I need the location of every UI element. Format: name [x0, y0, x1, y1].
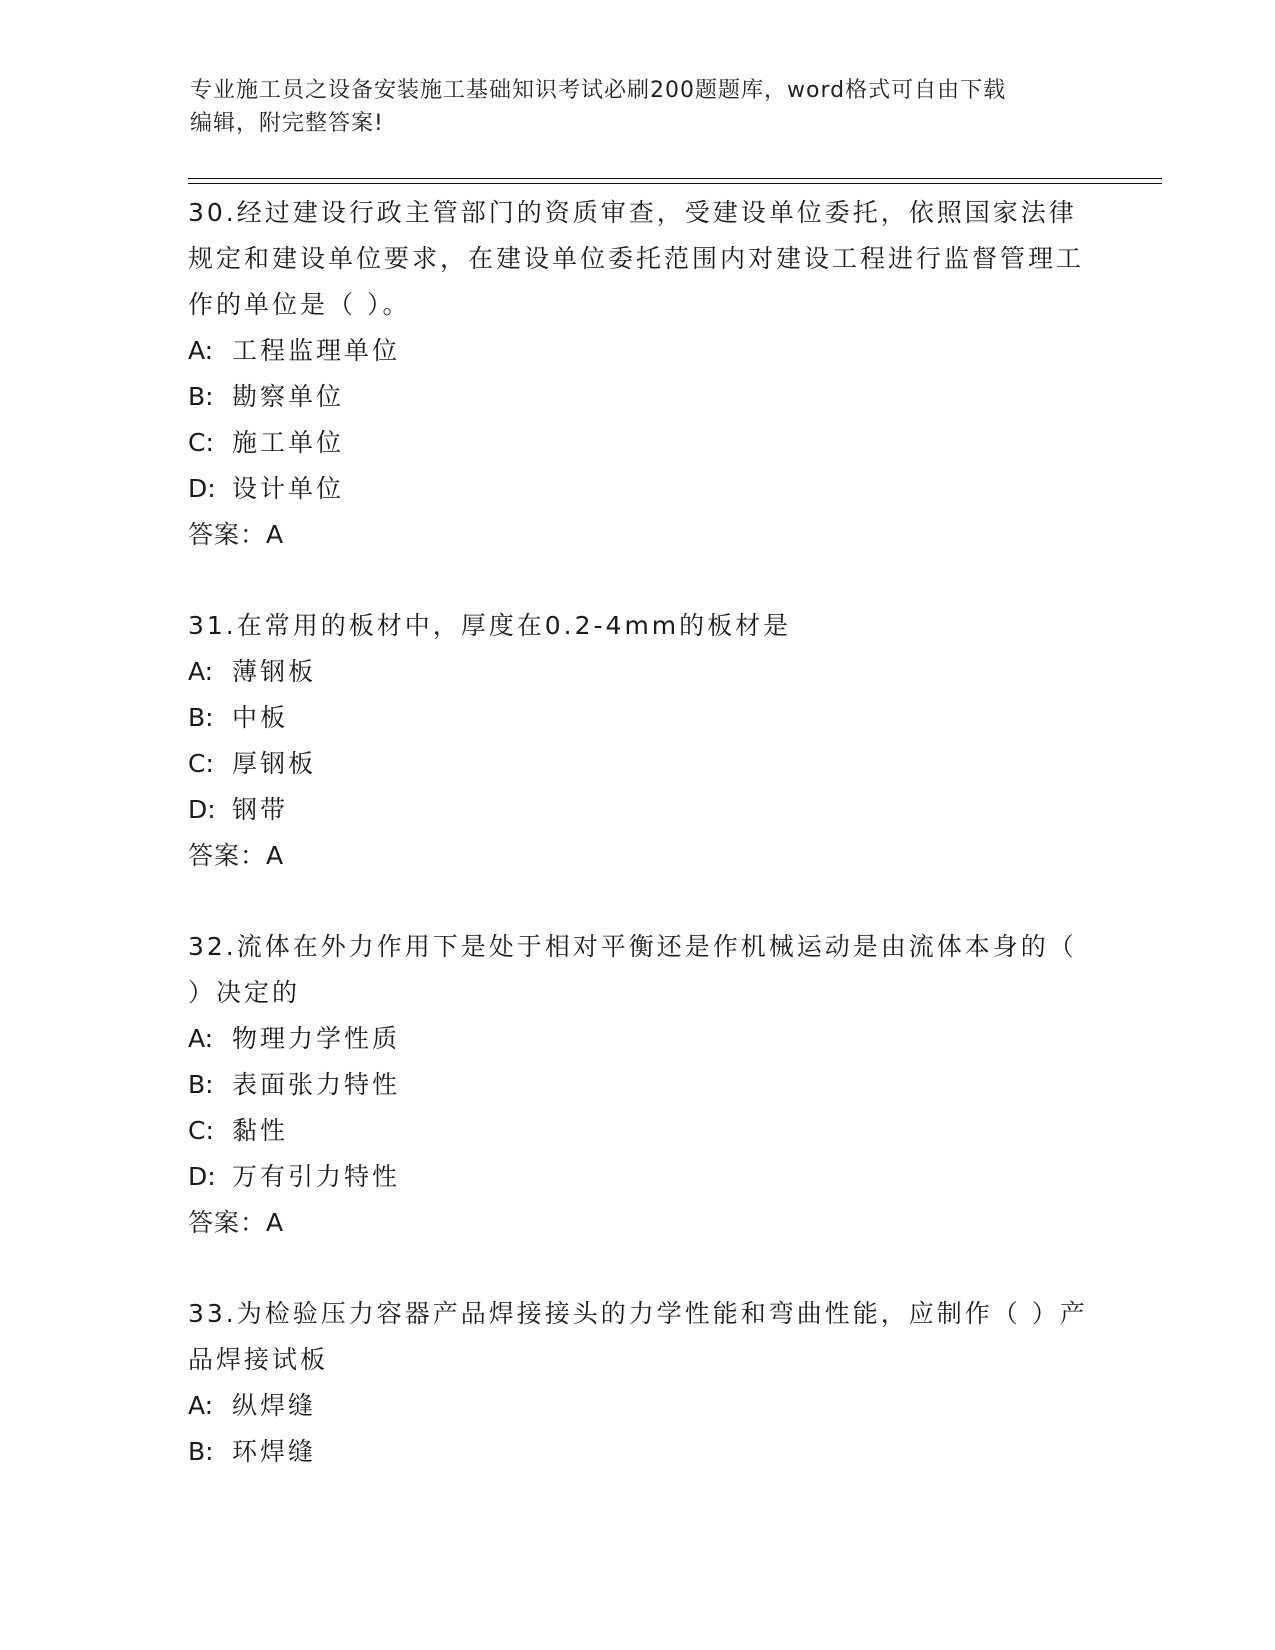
- option-a: [188, 1383, 1088, 1429]
- answer-label: 答案：: [188, 841, 267, 870]
- option-key: C:: [188, 428, 214, 457]
- question-item: [188, 603, 1088, 879]
- option-b: [188, 695, 1088, 741]
- option-a: [188, 328, 1088, 374]
- answer-value: A: [266, 1208, 285, 1237]
- option-key: A:: [188, 336, 214, 365]
- question-stem: 33.为检验压力容器产品焊接接头的力学性能和弯曲性能，应制作（ ）产品焊接试板: [188, 1299, 1088, 1374]
- option-key: A:: [188, 1024, 214, 1053]
- question-stem: 32.流体在外力作用下是处于相对平衡还是作机械运动是由流体本身的（ ）决定的: [188, 932, 1077, 1007]
- option-text: 纵焊缝: [232, 1391, 317, 1420]
- option-c: [188, 741, 1088, 787]
- header-divider-bottom: [188, 183, 1162, 184]
- answer-value: A: [266, 841, 285, 870]
- header-divider-top: [188, 178, 1162, 179]
- option-key: C:: [188, 749, 214, 778]
- header-line-1: 专业施工员之设备安装施工基础知识考试必刷200题题库，word格式可自由下载: [190, 78, 1007, 103]
- question-item: [188, 1291, 1088, 1475]
- option-c: [188, 1108, 1088, 1154]
- option-text: 万有引力特性: [232, 1162, 401, 1191]
- option-b: [188, 374, 1088, 420]
- option-key: B:: [188, 382, 214, 411]
- option-text: 环焊缝: [232, 1437, 317, 1466]
- document-header: [190, 74, 1090, 140]
- question-stem: 30.经过建设行政主管部门的资质审查，受建设单位委托，依照国家法律规定和建设单位要求，在建设单位委托范围内对建设工程进行监督管理工作的单位是（ ）。: [188, 198, 1085, 319]
- option-c: [188, 420, 1088, 466]
- option-key: D:: [188, 795, 216, 824]
- option-d: [188, 1154, 1088, 1200]
- option-key: C:: [188, 1116, 214, 1145]
- header-line-2: 编辑，附完整答案!: [190, 111, 384, 136]
- answer-label: 答案：: [188, 520, 267, 549]
- option-a: [188, 1016, 1088, 1062]
- option-text: 工程监理单位: [232, 336, 401, 365]
- question-list: [188, 190, 1088, 1520]
- option-text: 厚钢板: [232, 749, 317, 778]
- option-a: [188, 649, 1088, 695]
- question-item: [188, 924, 1088, 1246]
- answer-label: 答案：: [188, 1208, 267, 1237]
- option-text: 勘察单位: [232, 382, 345, 411]
- option-text: 物理力学性质: [232, 1024, 401, 1053]
- answer-value: A: [266, 520, 285, 549]
- option-key: A:: [188, 1391, 214, 1420]
- option-key: D:: [188, 1162, 216, 1191]
- answer-line: [188, 512, 1088, 558]
- option-text: 施工单位: [232, 428, 345, 457]
- option-key: A:: [188, 657, 214, 686]
- option-d: [188, 466, 1088, 512]
- option-b: [188, 1429, 1088, 1475]
- option-key: D:: [188, 474, 216, 503]
- option-key: B:: [188, 703, 214, 732]
- option-text: 设计单位: [232, 474, 345, 503]
- option-text: 表面张力特性: [232, 1070, 401, 1099]
- option-d: [188, 787, 1088, 833]
- option-key: B:: [188, 1437, 214, 1466]
- option-text: 黏性: [232, 1116, 289, 1145]
- option-key: B:: [188, 1070, 214, 1099]
- answer-line: [188, 1200, 1088, 1246]
- answer-line: [188, 833, 1088, 879]
- option-text: 中板: [232, 703, 289, 732]
- question-item: [188, 190, 1088, 558]
- option-b: [188, 1062, 1088, 1108]
- option-text: 钢带: [232, 795, 289, 824]
- option-text: 薄钢板: [232, 657, 317, 686]
- question-stem: 31.在常用的板材中，厚度在0.2-4mm的板材是: [188, 611, 792, 640]
